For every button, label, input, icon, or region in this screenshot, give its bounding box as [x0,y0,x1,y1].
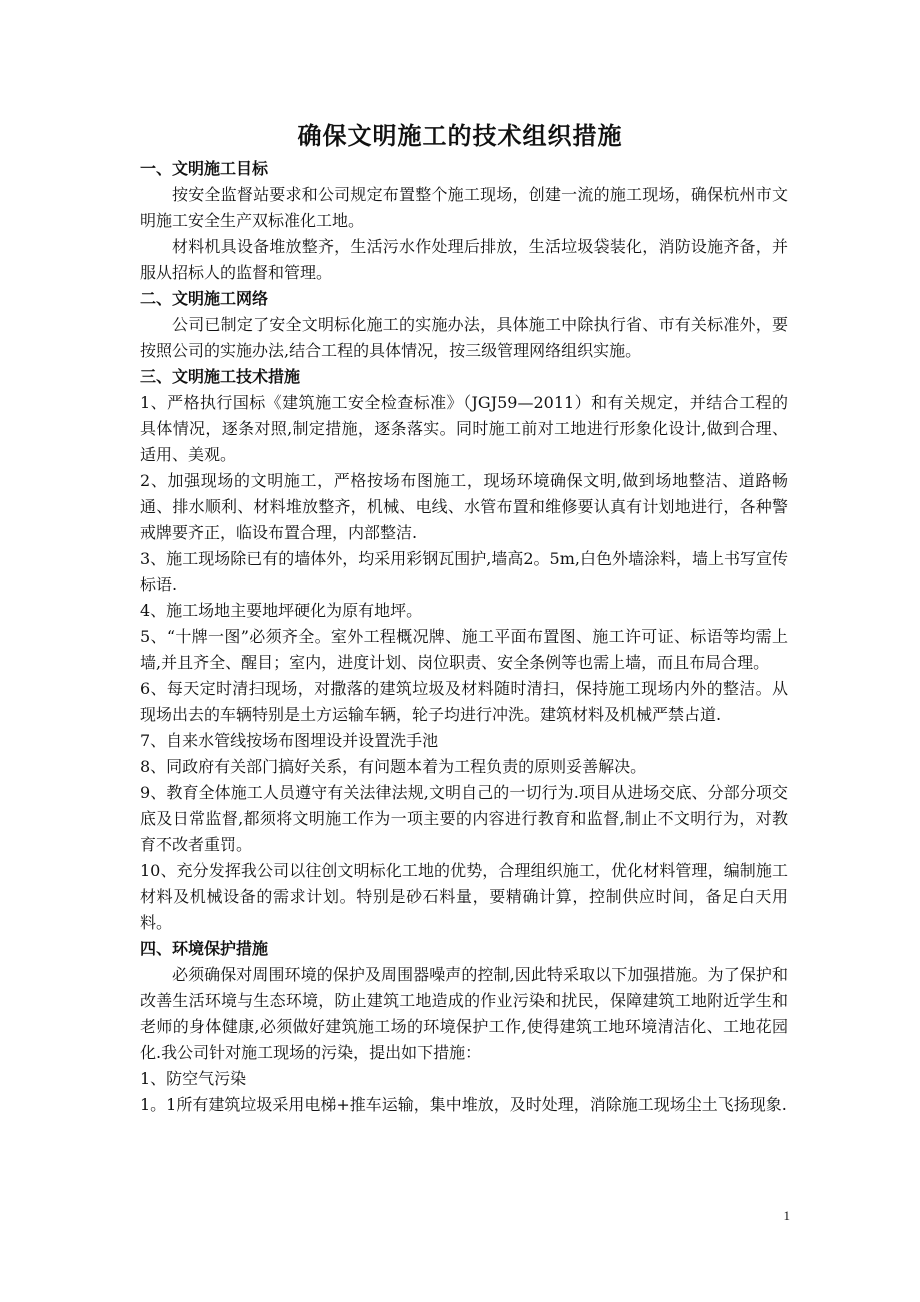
list-item: 1、防空气污染 [140,1069,247,1088]
list-item: 3、施工现场除已有的墙体外，均采用彩钢瓦围护,墙高2。5m,白色外墙涂料，墙上书写宣传标语. [140,549,788,594]
document-body [140,156,788,1118]
section-heading: 三、文明施工技术措施 [140,367,301,386]
list-item: 9、教育全体施工人员遵守有关法律法规,文明自己的一切行为.项目从进场交底、分部分项交底及日常监督,都须将文明施工作为一项主要的内容进行教育和监督,制止不文明行为，对教育不改者重罚。 [140,783,788,854]
section-heading: 四、环境保护措施 [140,939,269,958]
section-heading: 一、文明施工目标 [140,159,269,178]
list-item: 4、施工场地主要地坪硬化为原有地坪。 [140,601,423,620]
list-item: 10、充分发挥我公司以往创文明标化工地的优势，合理组织施工，优化材料管理，编制施工材料及机械设备的需求计划。特别是砂石料量，要精确计算，控制供应时间，备足白天用料。 [140,861,788,932]
document-title: 确保文明施工的技术组织措施 [297,122,623,150]
list-item: 2、加强现场的文明施工，严格按场布图施工，现场环境确保文明,做到场地整洁、道路畅通、排水顺利、材料堆放整齐，机械、电线、水管布置和维修要认真有计划地进行，各种警戒牌要齐正，临设布置合理，内部整洁. [140,471,788,542]
list-item: 1。1所有建筑垃圾采用电梯+推车运输，集中堆放，及时处理，消除施工现场尘土飞扬现象. [140,1095,787,1114]
page-number: 1 [783,1208,790,1223]
paragraph: 公司已制定了安全文明标化施工的实施办法，具体施工中除执行省、市有关标准外，要按照公司的实施办法,结合工程的具体情况，按三级管理网络组织实施。 [140,315,788,360]
list-item: 5、“十牌一图”必须齐全。室外工程概况牌、施工平面布置图、施工许可证、标语等均需上墙,并且齐全、醒目；室内，进度计划、岗位职责、安全条例等也需上墙，而且布局合理。 [140,627,788,672]
list-item: 6、每天定时清扫现场，对撒落的建筑垃圾及材料随时清扫，保持施工现场内外的整洁。从现场出去的车辆特别是土方运输车辆，轮子均进行冲洗。建筑材料及机械严禁占道. [140,679,788,724]
list-item: 7、自来水管线按场布图埋设并设置洗手池 [140,731,439,750]
paragraph: 材料机具设备堆放整齐，生活污水作处理后排放，生活垃圾袋装化，消防设施齐备，并服从招标人的监督和管理。 [140,237,788,282]
list-item: 8、同政府有关部门搞好关系，有问题本着为工程负责的原则妥善解决。 [140,757,647,776]
paragraph: 必须确保对周围环境的保护及周围器噪声的控制,因此特采取以下加强措施。为了保护和改善生活环境与生态环境，防止建筑工地造成的作业污染和扰民，保障建筑工地附近学生和老师的身体健康,必须做好建筑施工场的环境保护工作,使得建筑工地环境清洁化、工地花园化.我公司针对施工现场的污染，提出如下措施： [140,965,788,1062]
paragraph: 按安全监督站要求和公司规定布置整个施工现场，创建一流的施工现场，确保杭州市文明施工安全生产双标准化工地。 [140,185,788,230]
list-item: 1、严格执行国标《建筑施工安全检查标准》（JGJ59—2011）和有关规定，并结合工程的具体情况，逐条对照,制定措施，逐条落实。同时施工前对工地进行形象化设计,做到合理、适用、美观。 [140,393,788,464]
section-heading: 二、文明施工网络 [140,289,269,308]
